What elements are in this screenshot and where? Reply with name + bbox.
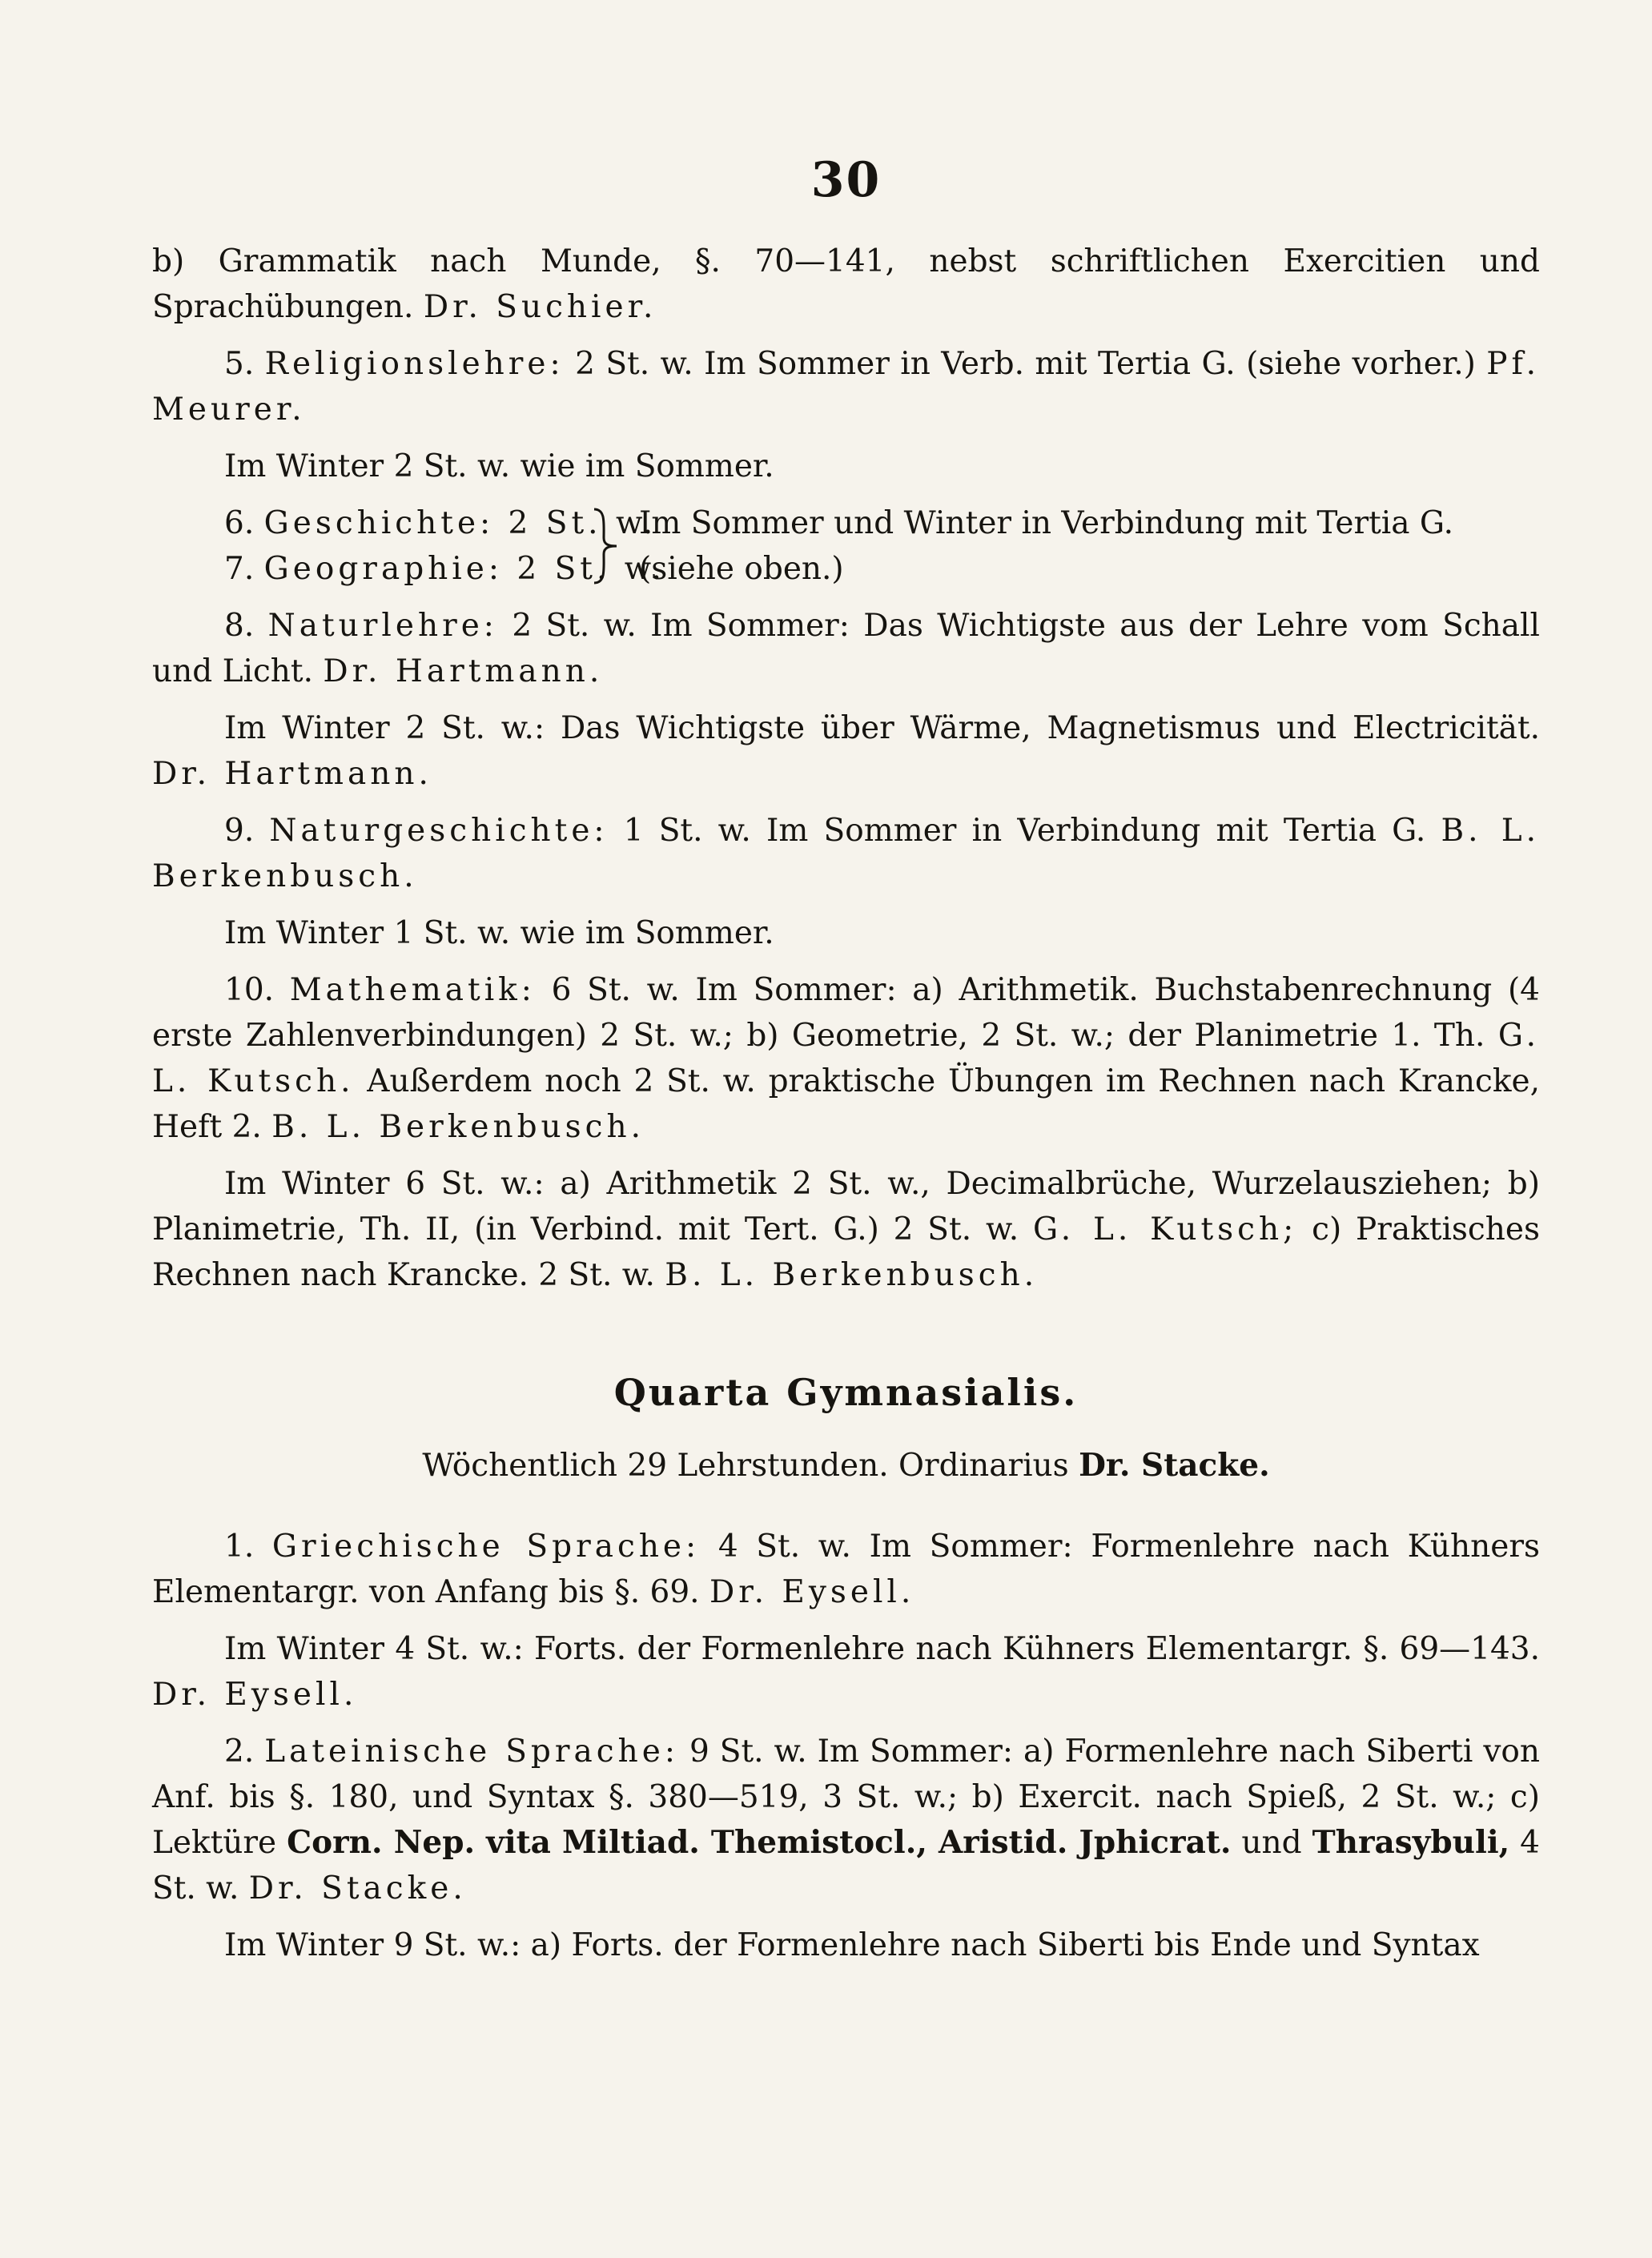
teacher-name: Dr. Hartmann. bbox=[152, 756, 432, 792]
paragraph-latin bbox=[152, 1729, 1540, 1911]
section-subtitle-text: Wöchentlich 29 Lehrstunden. Ordinarius bbox=[422, 1448, 1069, 1484]
teacher-name: Pf. Meurer. bbox=[152, 346, 1540, 428]
history-geography-labels bbox=[152, 500, 665, 592]
paragraph-natural-history bbox=[152, 808, 1540, 899]
teacher-name: B. L. Berkenbusch. bbox=[665, 1257, 1039, 1293]
paragraph-physics bbox=[152, 603, 1540, 694]
teacher-name: Dr. Suchier. bbox=[423, 289, 657, 325]
item-number: 7. bbox=[224, 551, 255, 587]
lecture-titles: Corn. Nep. vita Miltiad. Themistocl., Aristid. Jphicrat. bbox=[287, 1824, 1232, 1861]
teacher-name: Dr. Eysell. bbox=[709, 1574, 915, 1610]
subject-name: Griechische Sprache: bbox=[271, 1529, 701, 1565]
lecture-title-thrasybulus: Thrasybuli, bbox=[1312, 1824, 1510, 1861]
history-geography-text: Im Sommer und Winter in Verbindung mit Tertia G. (siehe oben.) bbox=[639, 505, 1454, 587]
page-number: 30 bbox=[810, 152, 882, 208]
winter-text: c) Praktisches Rechnen nach Krancke. 2 St. w. bbox=[152, 1211, 1540, 1293]
history-geography-block bbox=[152, 500, 1540, 592]
paragraph-physics-winter bbox=[152, 705, 1540, 797]
paragraph-grammar bbox=[152, 239, 1540, 330]
subject-name: Naturgeschichte: bbox=[269, 813, 609, 849]
teacher-name: Dr. Eysell. bbox=[152, 1677, 358, 1713]
item-number: 2. bbox=[224, 1734, 255, 1770]
history-line bbox=[224, 500, 657, 546]
item-text: Außerdem noch 2 St. w. praktische Übungen im Rechnen nach Krancke, Heft 2. bbox=[152, 1063, 1540, 1145]
subject-name: Lateinische Sprache: bbox=[264, 1734, 679, 1770]
winter-text: Im Winter 9 St. w.: a) Forts. der Formenlehre nach Siberti bis Ende und Syntax bbox=[224, 1927, 1480, 1963]
teacher-name: G. L. Kutsch. bbox=[152, 1018, 1540, 1099]
paragraph-greek bbox=[152, 1524, 1540, 1615]
section-title: Quarta Gymnasialis. bbox=[613, 1371, 1079, 1414]
curly-brace-icon bbox=[589, 506, 621, 586]
teacher-name: Dr. Stacke. bbox=[248, 1870, 467, 1906]
item-number: 6. bbox=[224, 505, 255, 541]
winter-text: Im Winter 1 St. w. wie im Sommer. bbox=[224, 915, 774, 951]
item-text: 1 St. w. Im Sommer in Verbindung mit Tertia G. bbox=[623, 813, 1426, 849]
teacher-name: Dr. Hartmann. bbox=[323, 653, 604, 689]
item-text: 9 St. w. Im Sommer: a) Formenlehre nach Siberti von Anf. bis §. 180, und Syntax §. 380—519, 3 St. w.; b) Exercit. nach Spieß, 2 St. w.; c) Lektüre bbox=[152, 1734, 1540, 1861]
paragraph-mathematics-winter bbox=[152, 1161, 1540, 1298]
ordinarius-name: Dr. Stacke. bbox=[1079, 1447, 1270, 1484]
item-text: 4 St. w. Im Sommer: Formenlehre nach Kühners Elementargr. von Anfang bis §. 69. bbox=[152, 1529, 1540, 1610]
winter-text: Im Winter 4 St. w.: Forts. der Formenlehre nach Kühners Elementargr. §. 69—143. bbox=[224, 1631, 1540, 1667]
teacher-name: B. L. Berkenbusch. bbox=[271, 1109, 645, 1145]
subject-name: Naturlehre: bbox=[267, 608, 498, 644]
paragraph-greek-winter bbox=[152, 1626, 1540, 1718]
item-text: 6 St. w. Im Sommer: a) Arithmetik. Buchstabenrechnung (4 erste Zahlenverbindungen) 2 St. w.; b) Geometrie, 2 St. w.; der Planimetrie 1. Th. bbox=[152, 972, 1540, 1054]
subject-name: Geographie: 2 St. w. bbox=[263, 551, 665, 587]
winter-text: Im Winter 2 St. w. wie im Sommer. bbox=[224, 448, 774, 484]
grammar-text: b) Grammatik nach Munde, §. 70—141, nebst schriftlichen Exercitien und Sprachübungen. bbox=[152, 243, 1540, 325]
paragraph-religion bbox=[152, 341, 1540, 432]
item-number: 9. bbox=[224, 813, 255, 849]
subject-name: Mathematik: bbox=[289, 972, 536, 1008]
teacher-name: B. L. Berkenbusch. bbox=[152, 813, 1540, 894]
paragraph-natural-history-winter bbox=[152, 910, 1540, 956]
section-subtitle bbox=[152, 1443, 1540, 1489]
page-content bbox=[152, 239, 1540, 1968]
paragraph-latin-winter bbox=[152, 1923, 1540, 1968]
item-number: 1. bbox=[224, 1529, 255, 1565]
lecture-and: und bbox=[1241, 1825, 1302, 1861]
item-number: 8. bbox=[224, 608, 255, 644]
item-text: 2 St. w. Im Sommer in Verb. mit Tertia G. (siehe vorher.) bbox=[575, 346, 1476, 382]
item-text: 2 St. w. Im Sommer: Das Wichtigste aus der Lehre vom Schall und Licht. bbox=[152, 608, 1540, 689]
subject-name: Religionslehre: bbox=[264, 346, 565, 382]
geography-line bbox=[224, 546, 665, 592]
teacher-name: G. L. Kutsch; bbox=[1032, 1211, 1298, 1248]
paragraph-religion-winter bbox=[152, 444, 1540, 489]
winter-text: Im Winter 6 St. w.: a) Arithmetik 2 St. w., Decimalbrüche, Wurzelausziehen; b) Planimetrie, Th. II, (in Verbind. mit Tert. G.) 2 St. w. bbox=[152, 1166, 1540, 1248]
winter-text: Im Winter 2 St. w.: Das Wichtigste über Wärme, Magnetismus und Electricität. bbox=[224, 710, 1540, 746]
item-text: 4 St. w. bbox=[152, 1825, 1540, 1906]
item-number: 5. bbox=[224, 346, 255, 382]
paragraph-mathematics bbox=[152, 967, 1540, 1150]
item-number: 10. bbox=[224, 972, 275, 1008]
subject-name: Geschichte: 2 St. w. bbox=[263, 505, 657, 541]
